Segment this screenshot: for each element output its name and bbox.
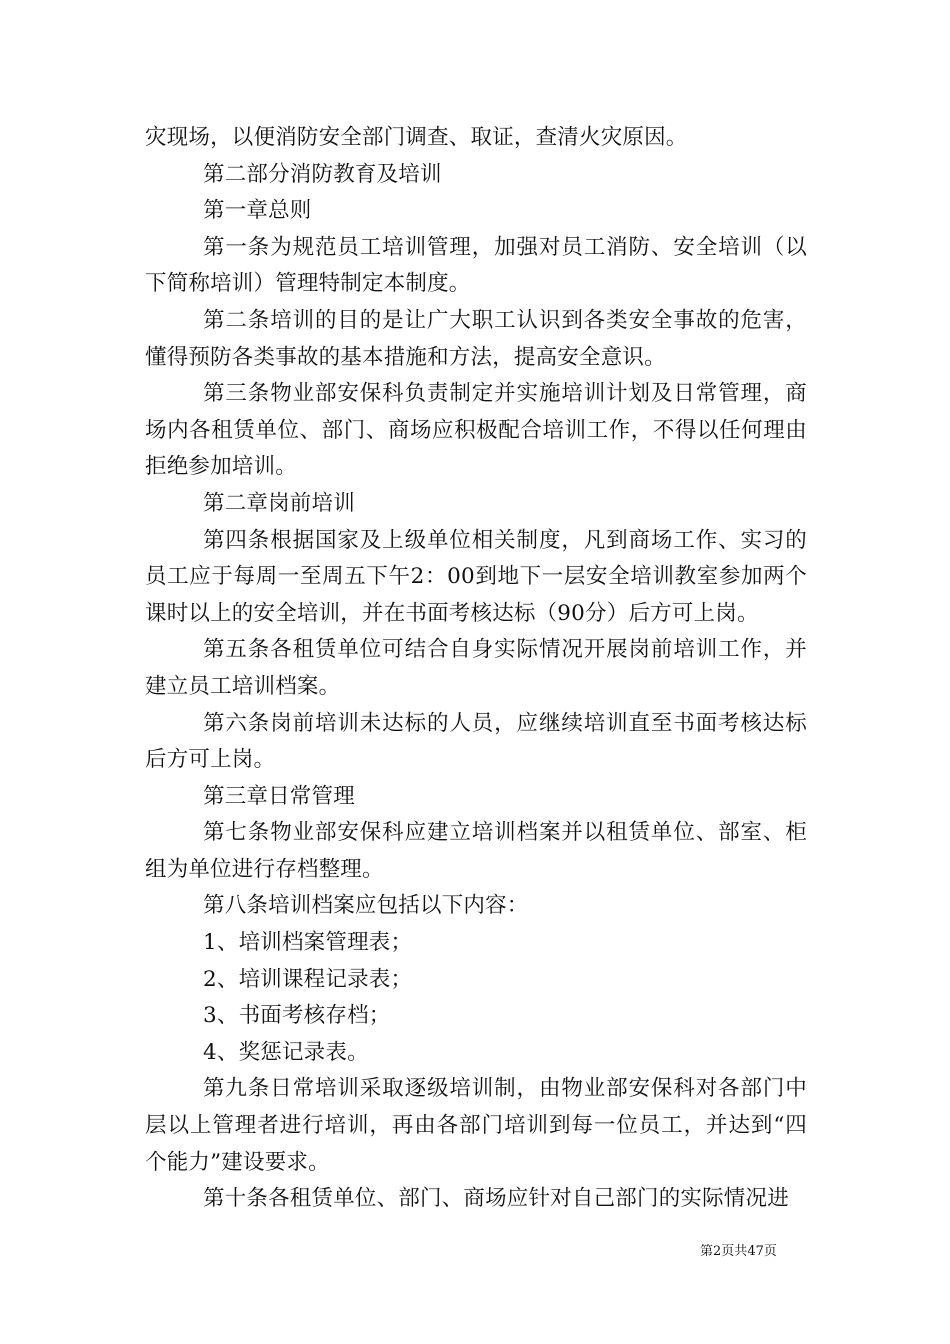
page-number-footer: [700, 1240, 777, 1259]
article-2: 第二条培训的目的是让广大职工认识到各类安全事故的危害，懂得预防各类事故的基本措施和方法，提高安全意识。: [145, 307, 807, 370]
chapter-heading-1: 第一章总则: [203, 198, 312, 224]
article-8: 第八条培训档案应包括以下内容：: [203, 893, 529, 919]
article-7: 第七条物业部安保科应建立培训档案并以租赁单位、部室、柜组为单位进行存档整理。: [145, 820, 807, 882]
chapter-heading-2: 第二章岗前培训: [203, 490, 355, 516]
paragraph-continuation: 灾现场，以便消防安全部门调查、取证，查清火灾原因。: [145, 125, 688, 150]
list-item-4: 4、奖惩记录表。: [203, 1039, 369, 1065]
footer-total-pages: 47: [747, 1244, 764, 1259]
document-body: [145, 120, 807, 1218]
footer-middle: 页共: [721, 1244, 748, 1259]
article-10: 第十条各租赁单位、部门、商场应针对自己部门的实际情况进: [203, 1186, 789, 1212]
footer-current-page: 2: [713, 1244, 722, 1259]
list-item-3: 3、书面考核存档；: [203, 1003, 391, 1029]
article-6: 第六条岗前培训未达标的人员，应继续培训直至书面考核达标后方可上岗。: [145, 710, 807, 773]
article-3: 第三条物业部安保科负责制定并实施培训计划及日常管理，商场内各租赁单位、部门、商场应积极配合培训工作，不得以任何理由拒绝参加培训。: [145, 381, 807, 480]
footer-prefix: 第: [700, 1244, 714, 1259]
list-item-1: 1、培训档案管理表；: [203, 930, 413, 956]
article-4: 第四条根据国家及上级单位相关制度，凡到商场工作、实习的员工应于每周一至周五下午2：00到地下一层安全培训教室参加两个课时以上的安全培训，并在书面考核达标（90分）后方可上岗。: [145, 527, 807, 626]
chapter-heading-3: 第三章日常管理: [203, 783, 355, 809]
article-5: 第五条各租赁单位可结合自身实际情况开展岗前培训工作，并建立员工培训档案。: [145, 637, 807, 699]
article-9: 第九条日常培训采取逐级培训制，由物业部安保科对各部门中层以上管理者进行培训，再由各部门培训到每一位员工，并达到“四个能力”建设要求。: [145, 1076, 807, 1175]
list-item-2: 2、培训课程记录表；: [203, 966, 413, 992]
part-heading: 第二部分消防教育及培训: [203, 161, 442, 187]
article-1: 第一条为规范员工培训管理，加强对员工消防、安全培训（以下简称培训）管理特制定本制度。: [145, 234, 807, 297]
footer-suffix: 页: [763, 1244, 777, 1259]
